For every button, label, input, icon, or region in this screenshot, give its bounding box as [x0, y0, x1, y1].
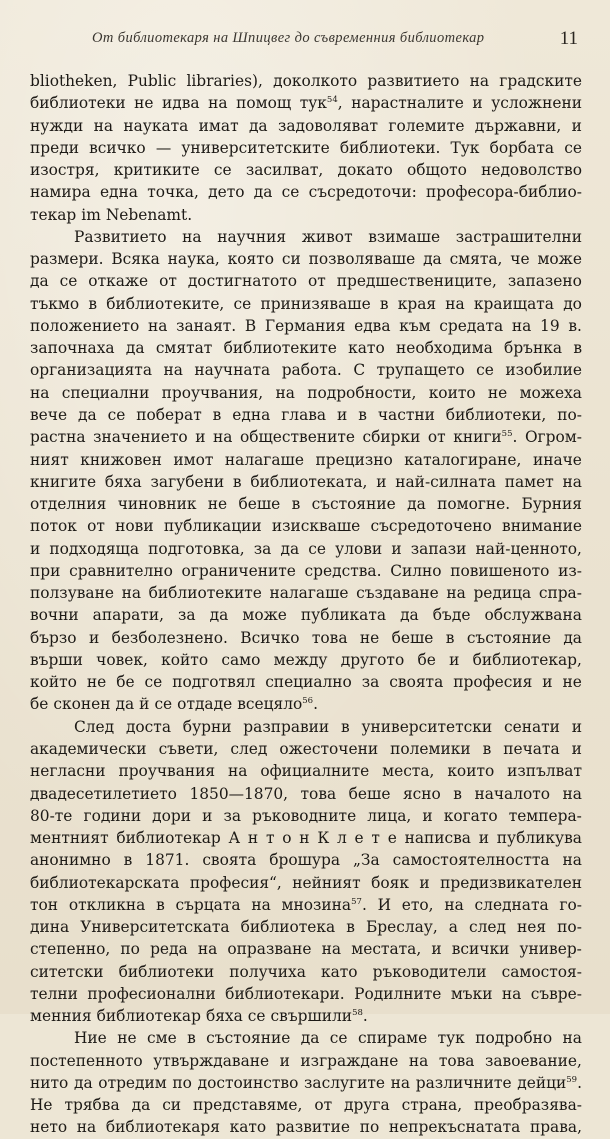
text-line: бе сконен да й се отдаде всецяло$^{56}$.	[30, 695, 318, 714]
text-line: След доста бурни разправии в университетски сенати и	[74, 717, 582, 736]
text-line: нито да отредим по достоинство заслугите на различните дейци$^{59}$.	[30, 1073, 582, 1092]
text-line: степенно, по реда на опразване на местата, и всички универ-	[30, 940, 582, 959]
text-line: bliotheken, Public libraries), доколкото развитието на градските	[30, 72, 582, 90]
text-line: анонимно в 1871. своята брошура „За самостоятелността на	[30, 851, 582, 870]
text-line: 80-те години дори и за ръководните лица, и когато темпера-	[30, 806, 582, 825]
page-number: 11	[559, 28, 578, 49]
text-line: двадесетилетието 1850—1870, това беше ясно в началото на	[30, 784, 582, 803]
text-line: нужди на науката имат да задоволяват големите държавни, и	[30, 116, 582, 135]
body-text	[30, 70, 582, 1139]
text-line: ният книжовен имот налагаше прецизно каталогиране, иначе	[30, 450, 582, 469]
text-line: Развитието на научния живот взимаше застрашителни	[74, 227, 582, 246]
text-line: негласни проучвания на официалните места, които изпълват	[30, 762, 582, 781]
text-line: вочни апарати, за да може публиката да бъде обслужвана	[30, 606, 582, 625]
text-line: ситетски библиотеки получиха като ръководители самостоя-	[30, 962, 582, 981]
text-line: менния библиотекар бяха се свършили$^{58}$.	[30, 1007, 368, 1026]
text-line: поток от нови публикации изискваше съсредоточено внимание	[30, 517, 582, 536]
text-line: който не бе се подготвял специално за своята професия и не	[30, 673, 582, 692]
text-line: преди всичко — университетските библиотеки. Тук борбата се	[30, 138, 582, 157]
text-line: при сравнително ограничените средства. Силно повишеното из-	[30, 561, 582, 580]
text-line: Ние не сме в състояние да се спираме тук подробно на	[74, 1029, 582, 1048]
text-line: телни професионални библиотекари. Родилните мъки на съвре-	[30, 984, 582, 1003]
text-line: върши човек, който само между другото бе и библиотекар,	[30, 650, 582, 669]
text-line: тон откликна в сърцата на мнозина$^{57}$. И ето, на следната го-	[30, 895, 582, 914]
text-line: библиотекарската професия“, нейният бояк и предизвикателен	[30, 873, 582, 892]
text-line: ползуване на библиотеките налагаше създаване на редица спра-	[30, 584, 582, 603]
page-header	[30, 30, 582, 52]
text-line: бързо и безболезнено. Всичко това не беше в състояние да	[30, 628, 582, 647]
text-line: да се откаже от достигнатото от предшествениците, запазено	[30, 272, 582, 291]
running-title: От библиотекаря на Шпицвег до съвременния библиотекар	[92, 30, 485, 46]
text-line: организацията на научната работа. С трупащето се изобилие	[30, 361, 582, 380]
text-line: вече да се поберат в една глава и в частни библиотеки, по-	[30, 405, 582, 424]
text-line: постепенното утвърждаване и изграждане на това завоевание,	[30, 1051, 582, 1070]
text-line: тъкмо в библиотеките, се принизяваше в края на краищата до	[30, 294, 582, 313]
text-line: дина Университетската библиотека в Бреслау, а след нея по-	[30, 918, 582, 937]
text-line: растна значението и на обществените сбирки от книги$^{55}$. Огром-	[30, 428, 582, 447]
text-line: изостря, критиките се засилват, докато общото недоволство	[30, 161, 582, 180]
text-line: книгите бяха загубени в библиотеката, и най-силната памет на	[30, 472, 582, 491]
text-line: библиотеки не идва на помощ тук$^{54}$, нарастналите и усложнени	[30, 94, 582, 113]
text-line: и подходяща подготовка, за да се улови и запази най-ценното,	[30, 539, 582, 558]
text-line: академически съвети, след ожесточени полемики в печата и	[30, 739, 582, 758]
text-line: на специални проучвания, на подробности, които не можеха	[30, 383, 582, 402]
text-line: отделния чиновник не беше в състояние да помогне. Бурния	[30, 495, 582, 514]
text-line: положението на занаят. В Германия едва към средата на 19 в.	[30, 316, 582, 335]
text-line: текар im Nebenamt.	[30, 205, 193, 224]
text-line: ментният библиотекар А н т о н К л е т е написва и публикува	[30, 829, 582, 848]
text-line: размери. Всяка наука, която си позволяваше да смята, че може	[30, 250, 582, 269]
text-line: нето на библиотекаря като развитие по непрекъснатата права,	[30, 1118, 582, 1137]
text-line: намира една точка, дето да се съсредоточи: професора-библио-	[30, 183, 582, 202]
text-line: започнаха да смятат библиотеките като необходима брънка в	[30, 339, 582, 358]
text-line: Не трябва да си представяме, от друга страна, преобразява-	[30, 1096, 582, 1115]
